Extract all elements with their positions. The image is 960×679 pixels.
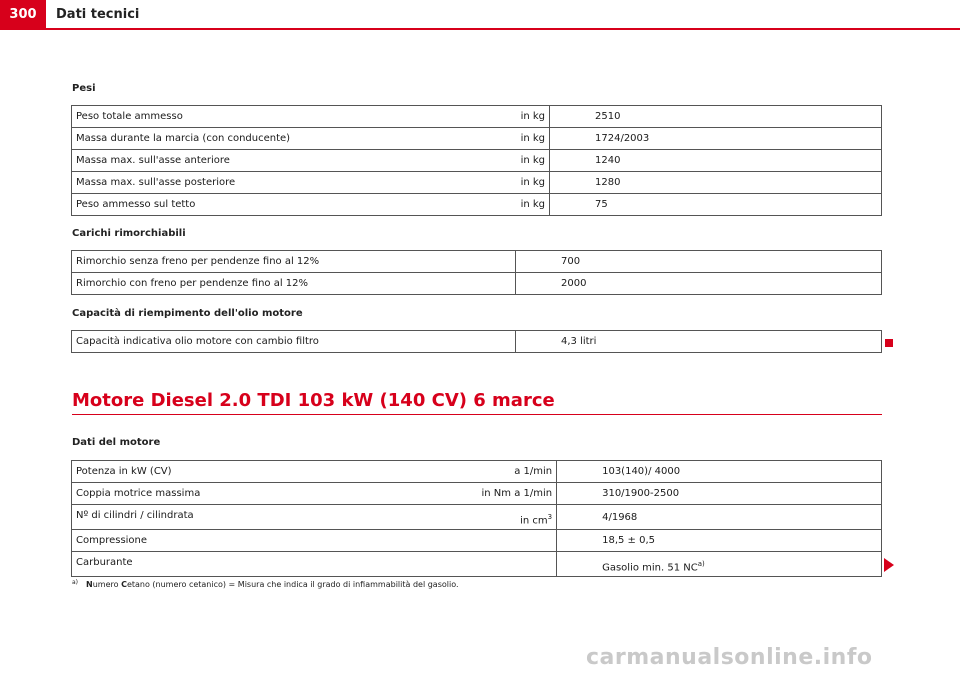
row-value: 1724/2003 — [550, 128, 882, 150]
section-end-icon — [885, 339, 893, 347]
row-label: Compressione — [72, 530, 478, 552]
section-heading-pesi: Pesi — [72, 83, 96, 94]
row-value: 1280 — [550, 172, 882, 194]
table-row — [72, 483, 882, 505]
oil-table — [71, 330, 882, 353]
page-number: 300 — [0, 0, 46, 29]
table-row — [72, 273, 882, 295]
row-unit: in kg — [478, 128, 550, 150]
continue-arrow-icon — [884, 558, 894, 572]
footnote-text: etano (numero cetanico) = Misura che indica il grado di infiammabilità del gasolio. — [126, 580, 459, 589]
row-label: Peso ammesso sul tetto — [72, 194, 478, 216]
row-unit: a 1/min — [478, 461, 557, 483]
unit-superscript: 3 — [547, 512, 553, 521]
row-label: Carburante — [72, 552, 478, 577]
row-unit — [478, 505, 557, 530]
page-header-title: Dati tecnici — [56, 7, 140, 22]
row-value — [557, 552, 882, 577]
row-value: 1240 — [550, 150, 882, 172]
row-value: 700 — [516, 251, 882, 273]
engine-title: Motore Diesel 2.0 TDI 103 kW (140 CV) 6 marce — [72, 390, 555, 411]
row-label: Rimorchio con freno per pendenze fino al 12% — [72, 273, 516, 295]
table-row — [72, 552, 882, 577]
footnote — [72, 580, 459, 589]
table-row — [72, 106, 882, 128]
value-text: Gasolio min. 51 NC — [602, 562, 698, 573]
table-row — [72, 530, 882, 552]
row-value: 18,5 ± 0,5 — [557, 530, 882, 552]
table-row — [72, 505, 882, 530]
watermark: carmanualsonline.info — [586, 645, 873, 670]
header-rule — [0, 28, 960, 30]
footnote-reference: a) — [697, 559, 705, 568]
row-unit: in kg — [478, 172, 550, 194]
row-value: 310/1900-2500 — [557, 483, 882, 505]
section-heading-carichi: Carichi rimorchiabili — [72, 228, 186, 239]
table-row — [72, 172, 882, 194]
row-label: Massa durante la marcia (con conducente) — [72, 128, 478, 150]
table-row — [72, 150, 882, 172]
footnote-initial-n: N — [86, 580, 93, 589]
footnote-mark: a) — [72, 579, 79, 586]
table-row — [72, 461, 882, 483]
table-row — [72, 331, 882, 353]
row-unit: in Nm a 1/min — [478, 483, 557, 505]
row-value: 75 — [550, 194, 882, 216]
row-unit: in kg — [478, 106, 550, 128]
row-label: Peso totale ammesso — [72, 106, 478, 128]
towing-table — [71, 250, 882, 295]
row-label: Potenza in kW (CV) — [72, 461, 478, 483]
footnote-text-part: umero — [92, 580, 122, 589]
row-unit: in kg — [478, 150, 550, 172]
table-row — [72, 128, 882, 150]
row-value: 2510 — [550, 106, 882, 128]
row-unit — [478, 530, 557, 552]
footnote-initial-c: C — [121, 580, 127, 589]
section-heading-olio: Capacità di riempimento dell'olio motore — [72, 308, 303, 319]
row-label: Rimorchio senza freno per pendenze fino al 12% — [72, 251, 516, 273]
row-value: 4,3 litri — [516, 331, 882, 353]
row-label: Coppia motrice massima — [72, 483, 478, 505]
engine-table — [71, 460, 882, 577]
row-unit — [478, 552, 557, 577]
title-rule — [72, 414, 882, 415]
unit-text: in cm — [520, 515, 548, 526]
section-heading-motore: Dati del motore — [72, 437, 161, 448]
row-unit: in kg — [478, 194, 550, 216]
weights-table — [71, 105, 882, 216]
table-row — [72, 251, 882, 273]
row-label: Nº di cilindri / cilindrata — [72, 505, 478, 530]
row-label: Capacità indicativa olio motore con cambio filtro — [72, 331, 516, 353]
row-value: 4/1968 — [557, 505, 882, 530]
row-label: Massa max. sull'asse anteriore — [72, 150, 478, 172]
row-value: 2000 — [516, 273, 882, 295]
table-row — [72, 194, 882, 216]
row-value: 103(140)/ 4000 — [557, 461, 882, 483]
row-label: Massa max. sull'asse posteriore — [72, 172, 478, 194]
